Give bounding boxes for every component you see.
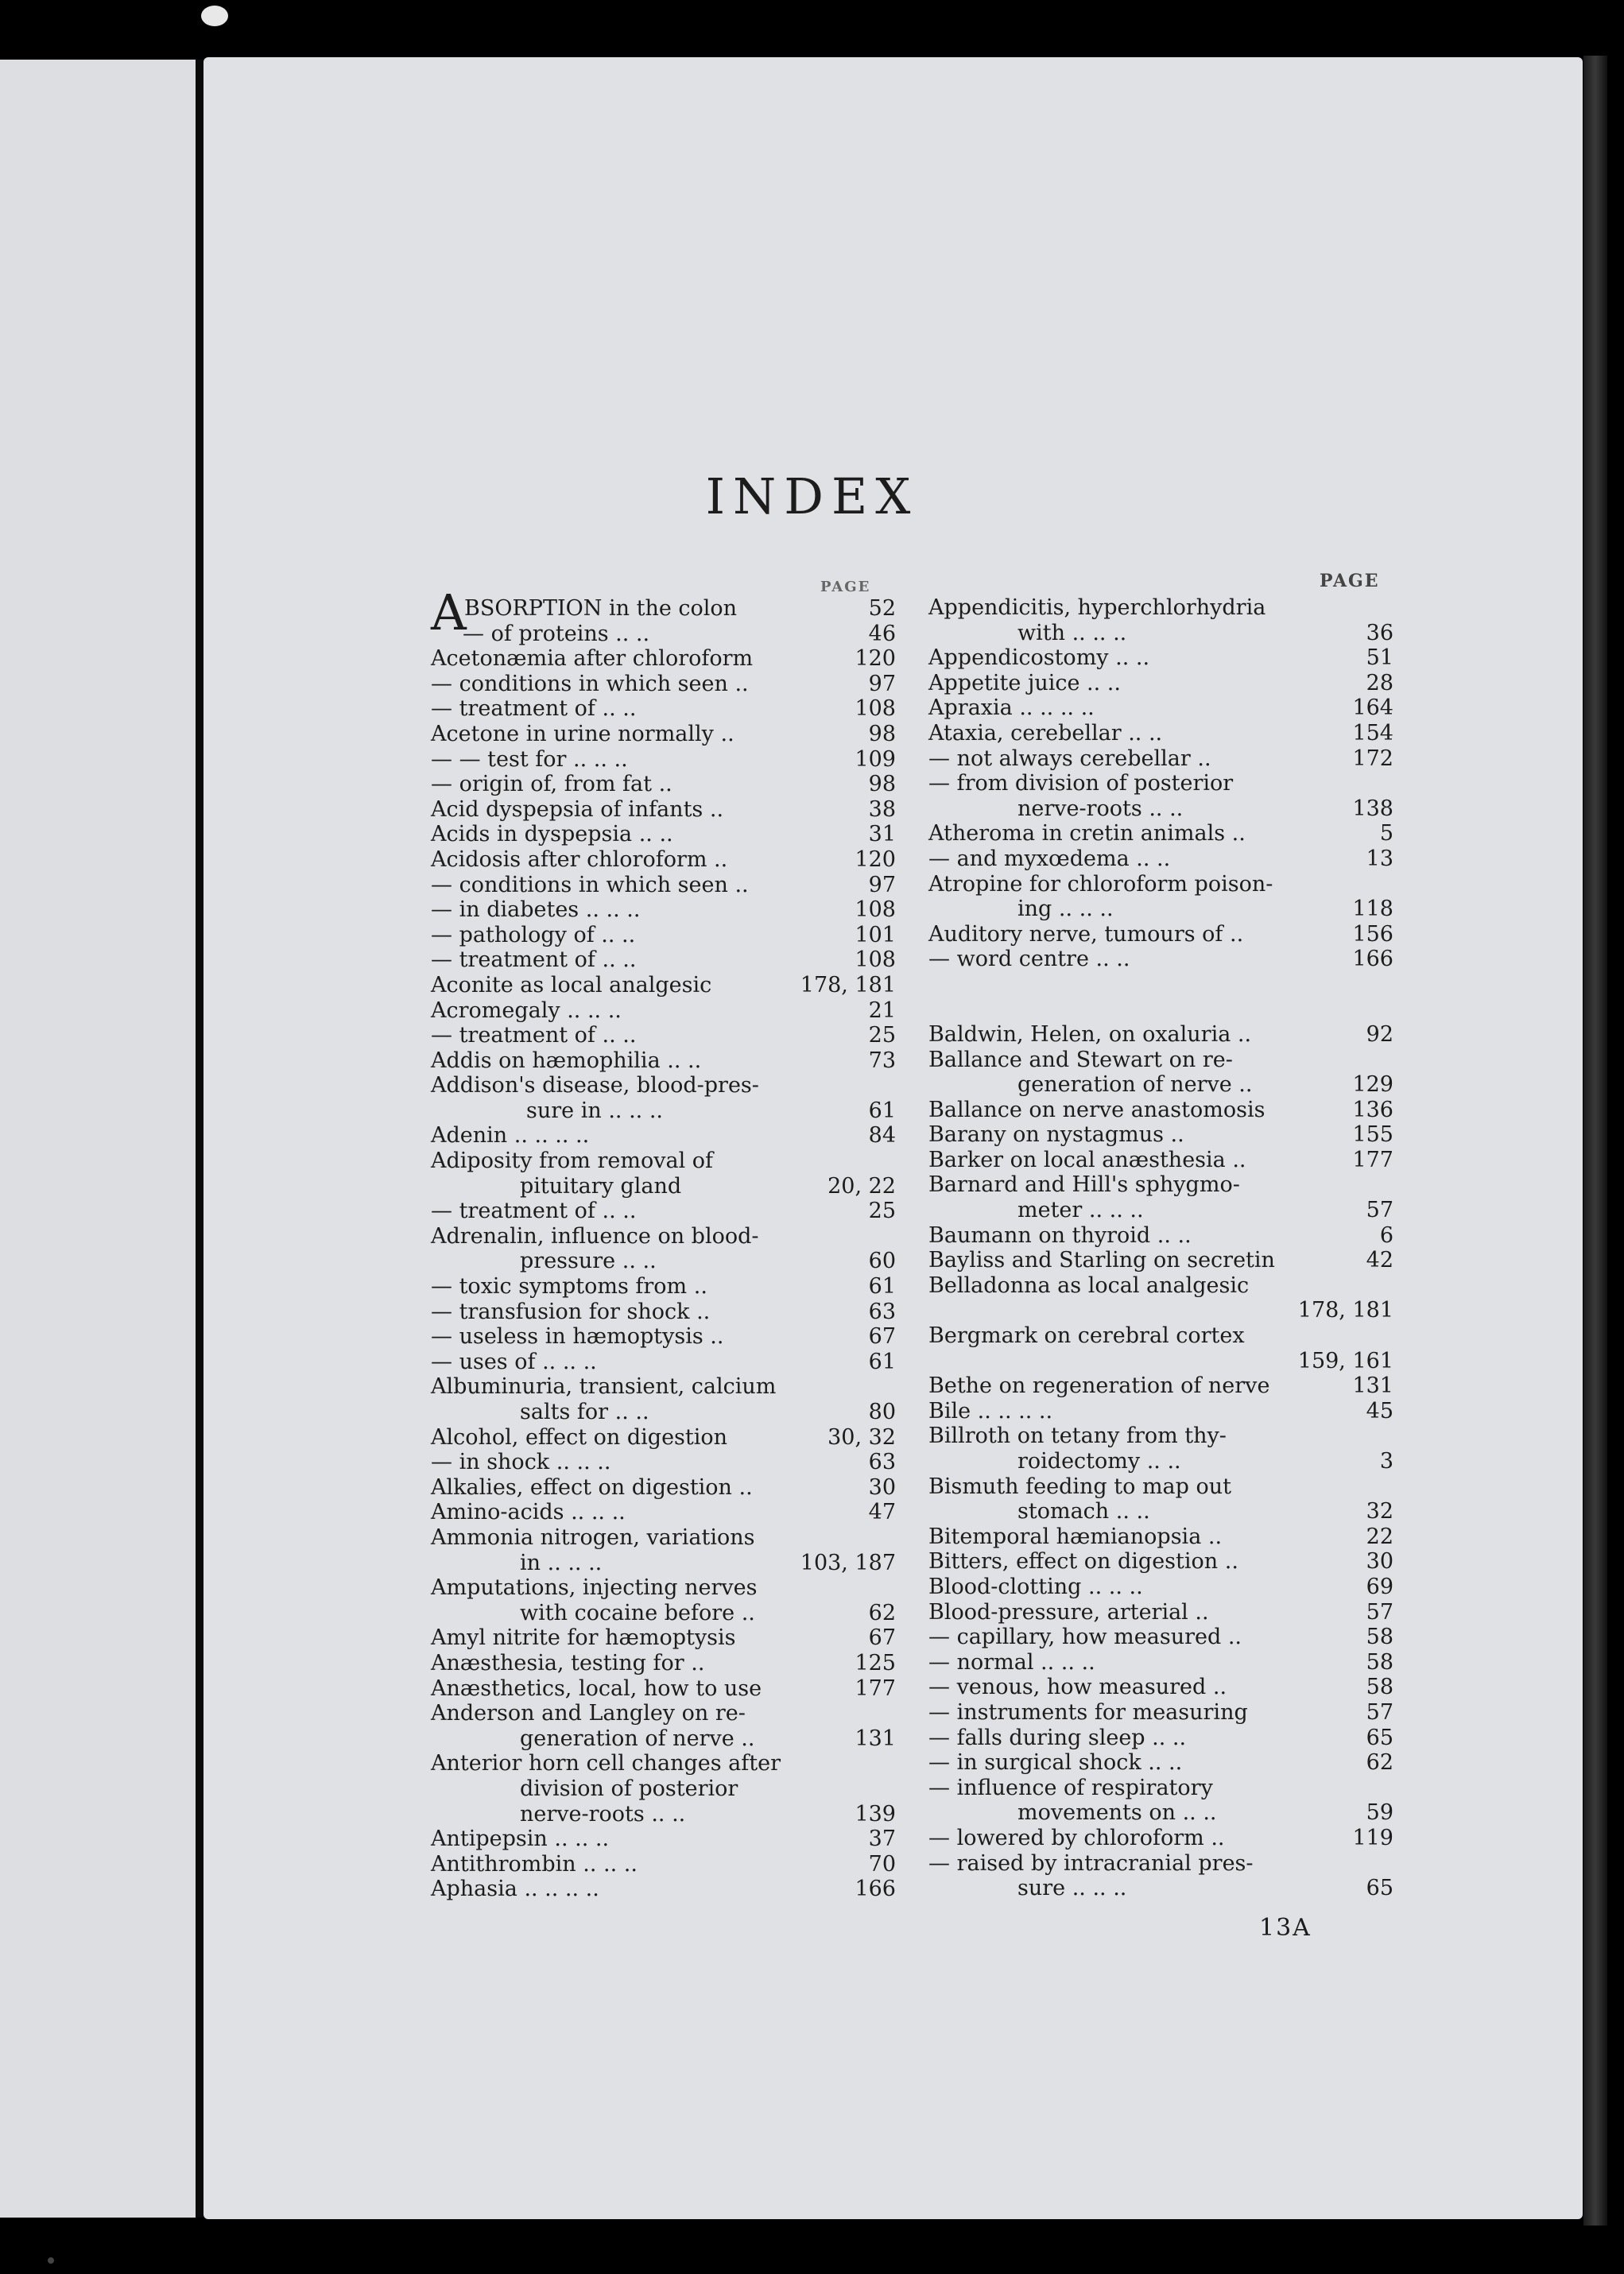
entry-text: — — test for .. .. .. — [431, 746, 628, 772]
entry-text: Alkalies, effect on digestion .. — [431, 1474, 753, 1500]
entry-text: Anterior horn cell changes after — [431, 1751, 781, 1776]
index-entry — [431, 1350, 896, 1375]
signature-mark: 13A — [1259, 1914, 1312, 1942]
entry-page-number: 37 — [868, 1827, 896, 1852]
index-entry — [928, 1349, 1393, 1374]
entry-page-number: 57 — [1366, 1599, 1393, 1625]
index-entry — [928, 621, 1393, 646]
entry-page-number: 119 — [1352, 1825, 1393, 1850]
entry-page-number: 129 — [1352, 1072, 1393, 1098]
entry-text: Billroth on tetany from thy- — [928, 1424, 1227, 1449]
entry-text: Atheroma in cretin animals .. — [928, 821, 1246, 846]
entry-text: — in shock .. .. .. — [431, 1450, 611, 1475]
entry-page-number: 159, 161 — [1297, 1348, 1393, 1373]
entry-page-number: 97 — [868, 671, 896, 696]
index-entry — [928, 846, 1393, 872]
index-entry — [431, 1425, 896, 1451]
index-entry — [431, 1525, 896, 1551]
entry-page-number: 177 — [855, 1675, 896, 1701]
index-entry — [928, 1474, 1393, 1500]
entry-page-number: 6 — [1379, 1222, 1393, 1248]
index-entry — [928, 1172, 1393, 1198]
index-entry — [928, 695, 1393, 721]
entry-text: Bismuth feeding to map out — [928, 1474, 1232, 1499]
entry-text: Acetone in urine normally .. — [431, 721, 734, 746]
index-entry — [431, 1776, 896, 1802]
index-entry — [928, 922, 1393, 947]
entry-page-number: 60 — [868, 1249, 896, 1274]
page-column-heading-right: PAGE — [1320, 571, 1380, 591]
entry-text: Acetonæmia after chloroform — [431, 646, 754, 672]
entry-page-number: 177 — [1352, 1147, 1393, 1172]
facing-page — [0, 60, 196, 2218]
entry-page-number: 70 — [868, 1851, 896, 1877]
entry-text: Aphasia .. .. .. .. — [431, 1877, 599, 1902]
entry-page-number: 57 — [1366, 1699, 1393, 1725]
entry-text: nerve-roots .. .. — [520, 1801, 686, 1827]
entry-text: — transfusion for shock .. — [431, 1299, 711, 1324]
entry-page-number: 108 — [855, 947, 896, 973]
entry-text: Barker on local anæsthesia .. — [928, 1147, 1246, 1172]
entry-page-number: 3 — [1379, 1449, 1393, 1474]
index-entry — [928, 1122, 1393, 1148]
entry-text: — influence of respiratory — [928, 1775, 1213, 1800]
entry-page-number: 52 — [868, 596, 896, 621]
entry-text: — capillary, how measured .. — [928, 1625, 1242, 1650]
entry-page-number: 108 — [855, 897, 896, 923]
entry-page-number: 73 — [868, 1048, 896, 1073]
entry-text: roidectomy .. .. — [1017, 1449, 1181, 1474]
index-entry — [431, 1174, 896, 1199]
entry-page-number: 46 — [868, 621, 896, 646]
index-entry — [928, 821, 1393, 846]
entry-text: — venous, how measured .. — [928, 1675, 1227, 1700]
entry-page-number: 156 — [1352, 921, 1393, 947]
entry-page-number: 38 — [868, 796, 896, 822]
entry-text: — toxic symptoms from .. — [431, 1274, 707, 1300]
entry-page-number: 13 — [1366, 846, 1393, 871]
entry-page-number: 36 — [1366, 620, 1393, 645]
entry-text: Addis on hæmophilia .. .. — [431, 1048, 702, 1073]
entry-text: Amyl nitrite for hæmoptysis — [431, 1625, 736, 1651]
entry-page-number: 28 — [1366, 670, 1393, 695]
entry-text: Barany on nystagmus .. — [928, 1122, 1184, 1148]
entry-text: movements on .. .. — [1017, 1800, 1217, 1826]
entry-text: — in diabetes .. .. .. — [431, 897, 641, 923]
index-column-right — [928, 595, 1393, 1901]
entry-text: generation of nerve .. — [1017, 1072, 1253, 1098]
entry-text: Bayliss and Starling on secretin — [928, 1248, 1275, 1273]
index-entry — [928, 1776, 1393, 1801]
entry-page-number: 22 — [1366, 1524, 1393, 1549]
entry-text: Blood-clotting .. .. .. — [928, 1574, 1143, 1599]
entry-page-number: 164 — [1352, 695, 1393, 721]
entry-text: — useless in hæmoptysis .. — [431, 1324, 724, 1350]
entry-text: Antipepsin .. .. .. — [431, 1827, 610, 1852]
entry-page-number: 30, 32 — [828, 1424, 896, 1450]
index-entry — [431, 1324, 896, 1350]
index-entry — [928, 1675, 1393, 1700]
index-entry — [928, 796, 1393, 822]
entry-text: nerve-roots .. .. — [1017, 796, 1184, 821]
index-entry — [431, 947, 896, 973]
entry-text: salts for .. .. — [520, 1400, 649, 1424]
entry-text: — treatment of .. .. — [431, 1199, 637, 1224]
entry-text: Anderson and Langley on re- — [431, 1701, 746, 1726]
entry-page-number: 30 — [1366, 1549, 1393, 1575]
index-entry — [928, 746, 1393, 772]
entry-page-number: 69 — [1366, 1574, 1393, 1599]
entry-text: — raised by intracranial pres- — [928, 1850, 1254, 1876]
index-entry — [928, 897, 1393, 922]
entry-text: Belladonna as local analgesic — [928, 1273, 1250, 1298]
entry-page-number: 58 — [1366, 1675, 1393, 1700]
entry-page-number: 166 — [1352, 947, 1393, 972]
entry-page-number: 63 — [868, 1299, 896, 1324]
index-entry — [928, 1800, 1393, 1826]
entry-page-number: 25 — [868, 1199, 896, 1224]
book-gutter — [196, 60, 203, 2218]
index-entry — [928, 1575, 1393, 1600]
index-entry — [431, 1701, 896, 1726]
entry-page-number: 65 — [1366, 1725, 1393, 1750]
entry-text: Anæsthesia, testing for .. — [431, 1650, 705, 1675]
index-entry — [431, 1500, 896, 1525]
index-entry — [928, 1298, 1393, 1323]
entry-page-number: 98 — [868, 721, 896, 746]
index-entry — [928, 645, 1393, 671]
entry-text: Barnard and Hill's sphygmo- — [928, 1172, 1240, 1198]
entry-text: stomach .. .. — [1017, 1499, 1150, 1524]
index-entry — [928, 1650, 1393, 1675]
entry-page-number: 178, 181 — [800, 972, 896, 998]
index-entry — [928, 1700, 1393, 1726]
entry-text: Bergmark on cerebral cortex — [928, 1323, 1245, 1349]
index-entry — [431, 1048, 896, 1074]
index-entry — [431, 1751, 896, 1776]
entry-text: Apraxia .. .. .. .. — [928, 695, 1095, 721]
index-entry — [431, 1149, 896, 1174]
index-entry — [431, 1802, 896, 1827]
index-entry — [928, 1223, 1393, 1249]
entry-text: Bethe on regeneration of nerve — [928, 1373, 1270, 1399]
entry-text: pressure .. .. — [520, 1249, 657, 1274]
index-entry — [928, 595, 1393, 621]
index-entry — [928, 1323, 1393, 1349]
entry-text: Adiposity from removal of — [431, 1149, 714, 1174]
index-entry — [431, 722, 896, 747]
index-entry — [431, 1651, 896, 1676]
entry-page-number: 42 — [1366, 1248, 1393, 1273]
entry-text: — treatment of .. .. — [431, 696, 637, 722]
entry-text: Bitemporal hæmianopsia .. — [928, 1524, 1223, 1549]
entry-text: — treatment of .. .. — [431, 947, 637, 973]
entry-text: Ataxia, cerebellar .. .. — [928, 720, 1163, 746]
index-entry — [928, 972, 1393, 1022]
index-entry — [431, 1224, 896, 1249]
entry-text: — conditions in which seen .. — [431, 671, 749, 696]
entry-text: meter .. .. .. — [1017, 1198, 1144, 1223]
entry-text: Auditory nerve, tumours of .. — [928, 921, 1244, 947]
scan-mark — [201, 6, 228, 26]
entry-page-number: 108 — [855, 696, 896, 722]
entry-page-number: 5 — [1379, 821, 1393, 846]
entry-text: — lowered by chloroform .. — [928, 1825, 1225, 1850]
entry-text: Acids in dyspepsia .. .. — [431, 822, 673, 847]
entry-text: Ballance on nerve anastomosis — [928, 1097, 1265, 1122]
index-entry — [928, 1048, 1393, 1073]
entry-page-number: 51 — [1366, 645, 1393, 671]
index-entry — [431, 1374, 896, 1400]
index-entry — [431, 672, 896, 697]
entry-page-number: 63 — [868, 1450, 896, 1475]
index-entry — [928, 1424, 1393, 1449]
entry-text: Adenin .. .. .. .. — [431, 1123, 590, 1149]
index-entry — [928, 1248, 1393, 1273]
entry-page-number: 97 — [868, 872, 896, 897]
entry-text: Ammonia nitrogen, variations — [431, 1524, 755, 1550]
entry-text: Addison's disease, blood-pres- — [431, 1073, 759, 1098]
entry-text: Appetite juice .. .. — [928, 670, 1121, 695]
entry-page-number: 61 — [868, 1274, 896, 1300]
index-entry — [431, 1676, 896, 1702]
entry-page-number: 103, 187 — [800, 1550, 896, 1575]
entry-page-number: 32 — [1366, 1499, 1393, 1524]
entry-text: sure .. .. .. — [1017, 1876, 1127, 1901]
entry-page-number: 67 — [868, 1625, 896, 1651]
entry-text: Appendicostomy .. .. — [928, 645, 1150, 671]
index-entry — [431, 1400, 896, 1425]
entry-text: Adrenalin, influence on blood- — [431, 1223, 759, 1249]
entry-text: pituitary gland — [520, 1173, 682, 1199]
entry-page-number: 101 — [855, 922, 896, 947]
entry-text: Baumann on thyroid .. .. — [928, 1222, 1192, 1248]
entry-page-number: 67 — [868, 1324, 896, 1350]
entry-text: Blood-pressure, arterial .. — [928, 1599, 1209, 1625]
index-entry — [928, 1198, 1393, 1223]
entry-page-number: 92 — [1366, 1021, 1393, 1047]
entry-text: Appendicitis, hyperchlorhydria — [928, 595, 1266, 620]
index-entry — [431, 822, 896, 847]
index-entry — [431, 696, 896, 722]
entry-page-number: 166 — [855, 1877, 896, 1902]
index-entry — [431, 998, 896, 1024]
index-entry — [928, 1072, 1393, 1098]
index-entry — [431, 1726, 896, 1752]
index-entry — [928, 1750, 1393, 1776]
entry-page-number: 98 — [868, 772, 896, 797]
entry-page-number: 138 — [1352, 796, 1393, 821]
index-entry — [431, 1551, 896, 1576]
index-entry — [928, 1625, 1393, 1650]
index-entry — [431, 797, 896, 823]
index-entry — [431, 1023, 896, 1048]
entry-text: — falls during sleep .. .. — [928, 1725, 1187, 1750]
index-entry — [928, 1148, 1393, 1173]
entry-page-number: 131 — [855, 1726, 896, 1751]
entry-text: Acid dyspepsia of infants .. — [431, 796, 724, 822]
entry-page-number: 61 — [868, 1349, 896, 1374]
page-edge — [1583, 56, 1607, 2226]
entry-page-number: 125 — [855, 1650, 896, 1675]
index-entry — [928, 1022, 1393, 1048]
index-entry — [431, 1123, 896, 1149]
entry-page-number: 58 — [1366, 1649, 1393, 1675]
index-entry — [431, 1274, 896, 1300]
entry-text: Amino-acids .. .. .. — [431, 1500, 626, 1525]
index-entry — [928, 721, 1393, 746]
index-entry — [431, 1852, 896, 1877]
index-entry — [928, 1373, 1393, 1399]
entry-page-number: 30 — [868, 1474, 896, 1500]
entry-page-number: 62 — [868, 1600, 896, 1625]
entry-text: Baldwin, Helen, on oxaluria .. — [928, 1021, 1252, 1047]
entry-page-number: 172 — [1352, 746, 1393, 771]
index-entry — [928, 872, 1393, 897]
entry-text: — origin of, from fat .. — [431, 772, 672, 797]
index-entry — [431, 847, 896, 873]
entry-page-number: 47 — [868, 1500, 896, 1525]
entry-page-number: 62 — [1366, 1750, 1393, 1776]
entry-text: — pathology of .. .. — [431, 922, 636, 947]
entry-page-number: 118 — [1352, 897, 1393, 922]
entry-text: — and myxœdema .. .. — [928, 846, 1171, 871]
entry-page-number: 120 — [855, 846, 896, 872]
entry-page-number: 59 — [1366, 1800, 1393, 1826]
entry-text: — uses of .. .. .. — [431, 1349, 597, 1374]
index-entry — [431, 1625, 896, 1651]
index-entry — [431, 923, 896, 948]
index-entry — [928, 1399, 1393, 1424]
entry-text: Alcohol, effect on digestion — [431, 1424, 728, 1450]
entry-text: Anæsthetics, local, how to use — [431, 1675, 762, 1701]
entry-text: Acromegaly .. .. .. — [431, 998, 622, 1023]
index-entry — [431, 622, 896, 647]
entry-page-number: 178, 181 — [1297, 1298, 1393, 1323]
index-entry — [431, 1098, 896, 1124]
index-entry — [431, 1575, 896, 1601]
index-entry — [928, 1098, 1393, 1123]
index-entry — [928, 1826, 1393, 1851]
entry-text: generation of nerve .. — [520, 1726, 755, 1751]
index-entry — [431, 1877, 896, 1902]
index-entry — [431, 1073, 896, 1098]
entry-page-number: 136 — [1352, 1097, 1393, 1122]
index-entry — [431, 1300, 896, 1325]
index-entry — [431, 1827, 896, 1852]
entry-page-number: 120 — [855, 646, 896, 672]
entry-text: with .. .. .. — [1017, 620, 1127, 645]
entry-text-rest: BSORPTION in the colon — [464, 596, 738, 621]
index-entry — [431, 873, 896, 898]
entry-page-number: 20, 22 — [828, 1173, 896, 1199]
entry-text: — not always cerebellar .. — [928, 746, 1211, 771]
index-entry — [928, 1726, 1393, 1751]
index-entry — [431, 1450, 896, 1475]
index-entry — [431, 1601, 896, 1626]
entry-page-number: 65 — [1366, 1876, 1393, 1901]
index-entry — [431, 973, 896, 998]
index-entry — [928, 1851, 1393, 1877]
entry-page-number: 139 — [855, 1801, 896, 1827]
index-entry — [928, 1549, 1393, 1575]
entry-page-number: 84 — [868, 1123, 896, 1149]
index-entry — [928, 771, 1393, 796]
entry-page-number: 155 — [1352, 1122, 1393, 1148]
index-entry — [928, 1600, 1393, 1625]
entry-page-number: 80 — [868, 1400, 896, 1424]
entry-page-number: 57 — [1366, 1198, 1393, 1223]
index-entry — [431, 646, 896, 672]
entry-text: Acidosis after chloroform .. — [431, 846, 728, 872]
entry-page-number: 58 — [1366, 1625, 1393, 1650]
page-title: INDEX — [705, 467, 919, 525]
entry-text: Aconite as local analgesic — [431, 972, 712, 998]
entry-page-number: 131 — [1352, 1373, 1393, 1399]
entry-text: Amputations, injecting nerves — [431, 1575, 758, 1601]
entry-page-number: 21 — [868, 998, 896, 1023]
entry-text: — conditions in which seen .. — [431, 872, 749, 897]
entry-page-number: 61 — [868, 1098, 896, 1123]
entry-text: Ballance and Stewart on re- — [928, 1047, 1233, 1072]
entry-text: sure in .. .. .. — [526, 1098, 663, 1123]
entry-page-number: 109 — [855, 746, 896, 772]
index-entry — [928, 1524, 1393, 1550]
entry-text: Albuminuria, transient, calcium — [431, 1374, 777, 1400]
entry-page-number: 25 — [868, 1023, 896, 1048]
entry-page-number: 31 — [868, 822, 896, 847]
entry-text: with cocaine before .. — [520, 1600, 755, 1625]
entry-text: Bile .. .. .. .. — [928, 1398, 1053, 1424]
entry-text: — of proteins .. .. — [463, 621, 650, 646]
entry-text: ing .. .. .. — [1017, 897, 1114, 922]
entry-text: — from division of posterior — [928, 771, 1234, 796]
index-entry — [431, 747, 896, 773]
index-entry — [928, 947, 1393, 972]
scan-speck — [48, 2257, 54, 2264]
drop-cap: A — [431, 583, 467, 641]
entry-text: division of posterior — [520, 1776, 738, 1801]
index-entry — [928, 1876, 1393, 1901]
entry-text: Atropine for chloroform poison- — [928, 871, 1273, 897]
index-entry — [928, 1449, 1393, 1474]
entry-text: in .. .. .. — [520, 1550, 603, 1575]
entry-text: Bitters, effect on digestion .. — [928, 1549, 1238, 1575]
entry-text: — in surgical shock .. .. — [928, 1750, 1183, 1776]
entry-text: Antithrombin .. .. .. — [431, 1851, 638, 1877]
entry-page-number: 45 — [1366, 1398, 1393, 1424]
index-entry — [928, 671, 1393, 696]
index-entry — [431, 1249, 896, 1274]
entry-text: — word centre .. .. — [928, 947, 1130, 972]
index-entry — [928, 1273, 1393, 1299]
index-entry — [431, 1199, 896, 1224]
entry-text: — normal .. .. .. — [928, 1649, 1095, 1675]
index-entry — [431, 772, 896, 797]
index-entry — [928, 1499, 1393, 1524]
entry-text: — instruments for measuring — [928, 1699, 1248, 1725]
entry-text: — treatment of .. .. — [431, 1023, 637, 1048]
index-entry — [431, 1475, 896, 1501]
index-entry — [431, 897, 896, 923]
entry-page-number: 154 — [1352, 720, 1393, 746]
page-column-heading-left: PAGE — [820, 579, 871, 595]
